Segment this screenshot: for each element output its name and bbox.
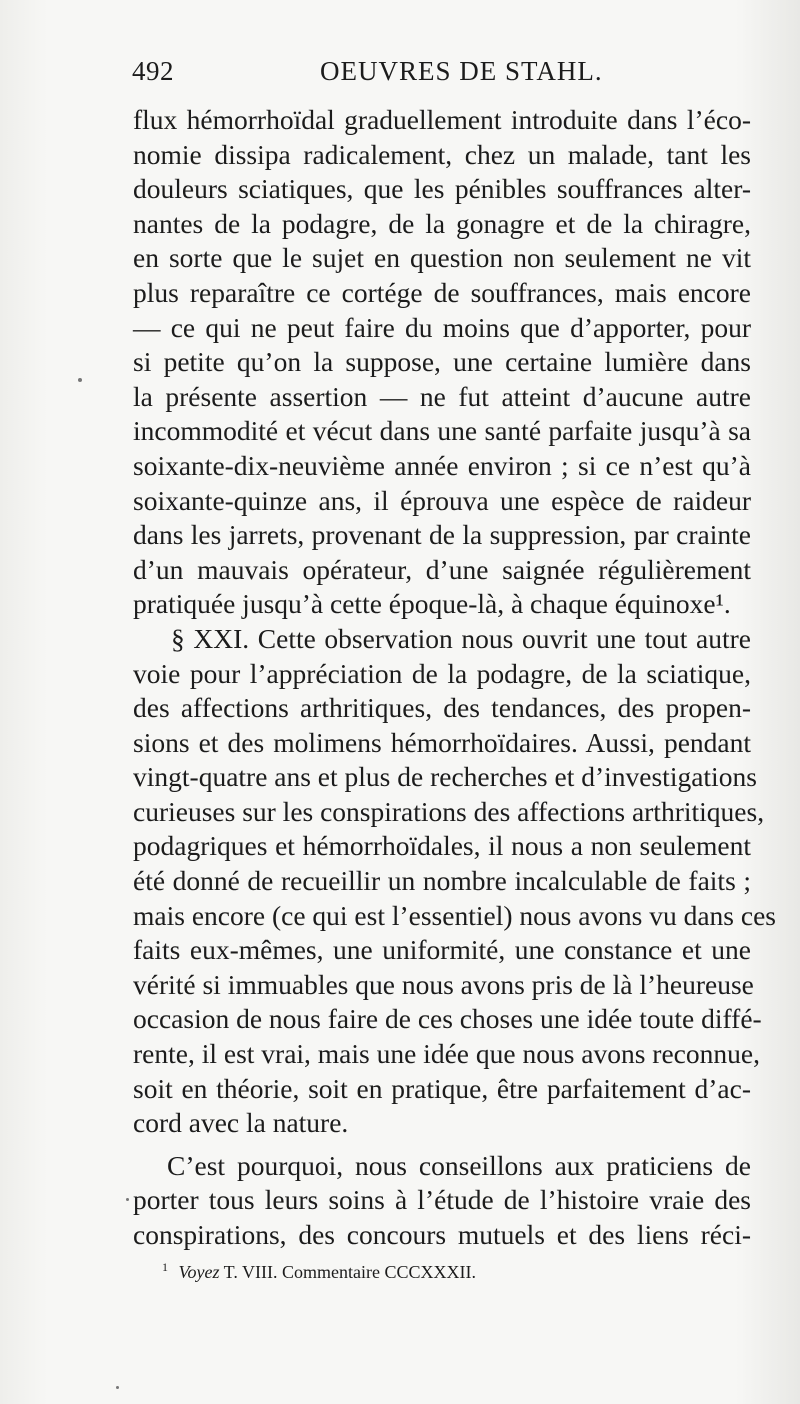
text-line: mais encore (ce qui est l’essentiel) nous avons vu dans ces xyxy=(133,899,777,931)
section-heading-line: § XXI. Cette observation nous ouvrit une tout autre xyxy=(171,622,751,654)
text-line: podagriques et hémorrhoïdales, il nous a non seulement xyxy=(133,830,751,862)
text-line: conspirations, des concours mutuels et des liens réci- xyxy=(133,1219,751,1250)
text-line: soixante-quinze ans, il éprouva une espèce de raideur xyxy=(133,484,751,516)
footnote-text: T. VIII. Commentaire CCCXXXII. xyxy=(223,1262,476,1282)
footnote-lead: Voyez xyxy=(178,1262,220,1282)
text-line: été donné de recueillir un nombre incalculable de faits ; xyxy=(133,865,751,897)
body-text xyxy=(133,103,777,1253)
text-line: nantes de la podagre, de la gonagre et de la chiragre, xyxy=(133,207,751,239)
running-head xyxy=(132,56,752,96)
text-line: voie pour l’appréciation de la podagre, de la sciatique, xyxy=(133,657,751,689)
text-line: soixante-dix-neuvième année environ ; si ce n’est qu’à xyxy=(133,449,751,481)
text-line: vingt-quatre ans et plus de recherches et d’investigations xyxy=(133,761,757,793)
text-line: cord avec la nature. xyxy=(133,1107,349,1139)
text-line: faits eux-mêmes, une uniformité, une constance et une xyxy=(133,934,751,966)
text-line: dans les jarrets, provenant de la suppression, par crainte xyxy=(133,519,751,551)
text-line: plus reparaître ce cortége de souffrances, mais encore xyxy=(133,276,751,308)
text-line: en sorte que le sujet en question non seulement ne vit xyxy=(133,242,751,274)
text-line: incommodité et vécut dans une santé parfaite jusqu’à sa xyxy=(133,415,751,447)
paper-speck xyxy=(78,378,82,382)
text-line: la présente assertion — ne fut atteint d’aucune autre xyxy=(133,380,751,412)
text-line: des affections arthritiques, des tendances, des propen- xyxy=(133,692,751,724)
text-line: sions et des molimens hémorrhoïdaires. Aussi, pendant xyxy=(133,726,751,758)
text-line: occasion de nous faire de ces choses une idée toute diffé- xyxy=(133,1003,762,1035)
paragraph-gap xyxy=(133,1141,751,1149)
text-line: pratiquée jusqu’à cette époque-là, à chaque équinoxe¹. xyxy=(133,588,731,620)
text-line: curieuses sur les conspirations des affections arthritiques, xyxy=(133,795,765,827)
paragraph-start-line: C’est pourquoi, nous conseillons aux praticiens de xyxy=(167,1149,751,1181)
footnote xyxy=(162,1256,722,1283)
text-line: flux hémorrhoïdal graduellement introduite dans l’éco- xyxy=(133,104,751,135)
page-number: 492 xyxy=(132,56,174,86)
text-line: d’un mauvais opérateur, d’une saignée régulièrement xyxy=(133,553,751,585)
text-line: rente, il est vrai, mais une idée que nous avons reconnue, xyxy=(133,1038,760,1070)
text-line: nomie dissipa radicalement, chez un malade, tant les xyxy=(133,138,751,170)
paper-speck xyxy=(116,1386,119,1389)
text-line: porter tous leurs soins à l’étude de l’histoire vraie des xyxy=(133,1184,751,1216)
running-title: OEUVRES DE STAHL. xyxy=(320,56,603,86)
text-line: douleurs sciatiques, que les pénibles souffrances alter- xyxy=(133,173,751,205)
footnote-number: 1 xyxy=(162,1260,168,1274)
text-line: soit en théorie, soit en pratique, être parfaitement d’ac- xyxy=(133,1072,751,1104)
paper-speck xyxy=(126,1198,129,1201)
text-line: — ce qui ne peut faire du moins que d’apporter, pour xyxy=(133,311,751,343)
text-line: vérité si immuables que nous avons pris de là l’heureuse xyxy=(133,968,754,1000)
text-line: si petite qu’on la suppose, une certaine lumière dans xyxy=(133,346,751,378)
